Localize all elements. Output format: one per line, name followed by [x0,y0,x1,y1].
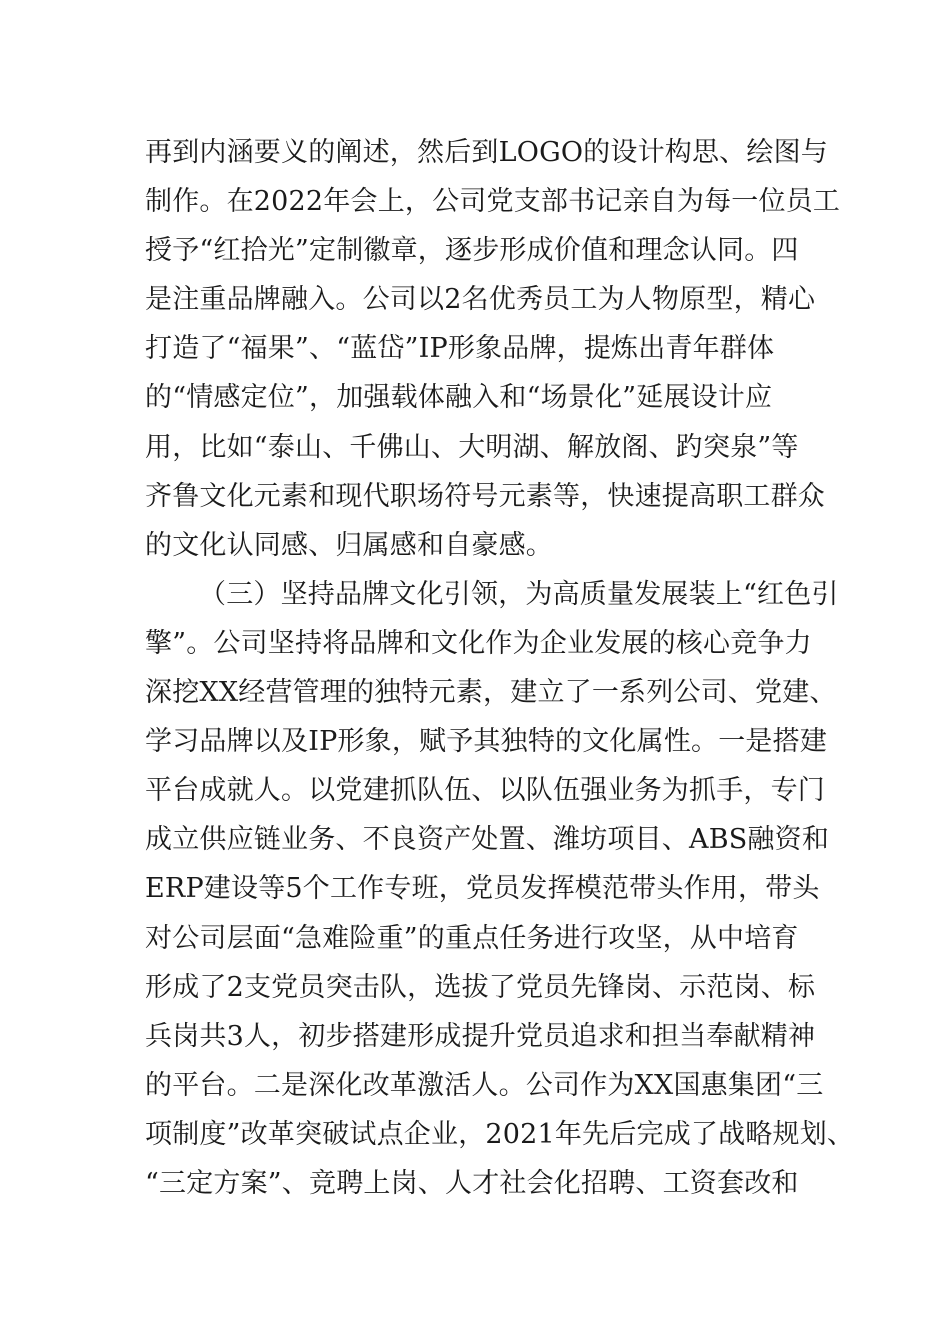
text-line: 用，比如“泰山、千佛山、大明湖、解放阁、趵突泉”等 [145,431,799,463]
text-line: 平台成就人。以党建抓队伍、以队伍强业务为抓手，专门 [145,775,825,807]
text-line: 齐鲁文化元素和现代职场符号元素等，快速提高职工群众 [145,480,825,512]
body-text [145,128,855,1208]
text-line: “三定方案”、竞聘上岗、人才社会化招聘、工资套改和 [145,1167,799,1199]
text-line: 深挖XX经营管理的独特元素，建立了一系列公司、党建、 [145,677,837,709]
section-heading-line: （三）坚持品牌文化引领，为高质量发展装上“红色引 [199,578,839,610]
text-line: ERP建设等5个工作专班，党员发挥模范带头作用，带头 [145,873,820,905]
text-line: 擎”。公司坚持将品牌和文化作为企业发展的核心竞争力 [145,627,812,659]
text-line: 是注重品牌融入。公司以2名优秀员工为人物原型，精心 [145,284,816,316]
text-line: 的文化认同感、归属感和自豪感。 [145,529,553,561]
text-line: 形成了2支党员突击队，选拔了党员先锋岗、示范岗、标 [145,971,816,1003]
text-line: 制作。在2022年会上，公司党支部书记亲自为每一位员工 [145,186,841,218]
text-line: 对公司层面“急难险重”的重点任务进行攻坚，从中培育 [145,922,799,954]
text-line: 的平台。二是深化改革激活人。公司作为XX国惠集团“三 [145,1069,824,1101]
text-line: 的“情感定位”，加强载体融入和“场景化”延展设计应 [145,382,773,414]
text-line: 兵岗共3人，初步搭建形成提升党员追求和担当奉献精神 [145,1020,816,1052]
text-line: 学习品牌以及IP形象，赋予其独特的文化属性。一是搭建 [145,726,828,758]
text-line: 打造了“福果”、“蓝岱”IP形象品牌，提炼出青年群体 [145,333,775,365]
text-line: 项制度”改革突破试点企业，2021年先后完成了战略规划、 [145,1118,855,1150]
text-line: 再到内涵要义的阐述，然后到LOGO的设计构思、绘图与 [145,137,828,168]
text-line: 成立供应链业务、不良资产处置、潍坊项目、ABS融资和 [145,824,830,856]
text-line: 授予“红拾光”定制徽章，逐步形成价值和理念认同。四 [145,235,799,267]
